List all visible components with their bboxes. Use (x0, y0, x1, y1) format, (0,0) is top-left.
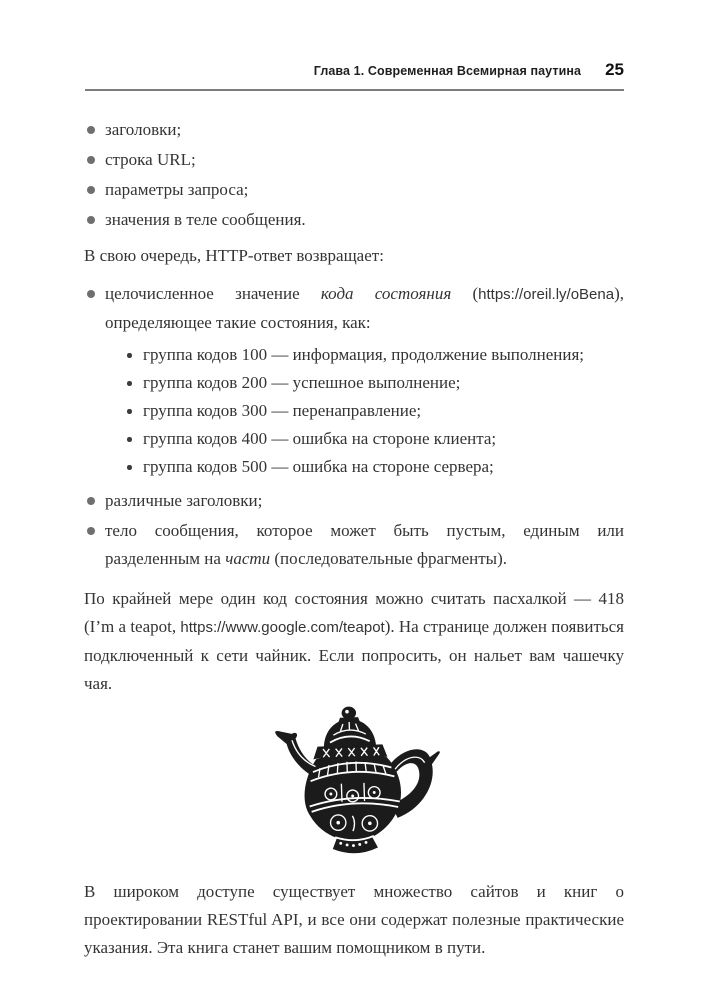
bullet-icon (87, 126, 95, 134)
bullet-icon (87, 497, 95, 505)
sub-list-item-text: группа кодов 200 — успешное выполнение; (143, 373, 461, 392)
sub-bullet-icon (127, 381, 132, 386)
list-item-text: значения в теле сообщения. (105, 210, 306, 229)
response-parts-list (84, 280, 624, 573)
sub-list-item (105, 341, 624, 369)
sub-list-item-text: группа кодов 100 — информация, продолжение выполнения; (143, 345, 584, 364)
paren: ( (451, 284, 479, 303)
list-item-text: строка URL; (105, 150, 196, 169)
headers-item (84, 487, 624, 515)
inline-url: https://oreil.ly/oBena (478, 286, 615, 303)
emphasis-text: части (225, 549, 271, 568)
status-item-suffix: ), определяющее такие состояния, как: (105, 284, 624, 332)
sub-bullet-icon (127, 353, 132, 358)
sub-list-item (105, 453, 624, 481)
teapot-para-suffix: ). На странице должен появиться подключенный к сети чайник. Если попросить, он нальет вам чашечку чая. (84, 617, 625, 693)
chapter-title: Глава 1. Современная Всемирная паутина (313, 64, 582, 78)
sub-bullet-icon (127, 437, 132, 442)
sub-bullet-icon (127, 465, 132, 470)
list-item (84, 206, 624, 234)
sub-list-item-text: группа кодов 400 — ошибка на стороне клиента; (143, 429, 497, 448)
list-item-text: различные заголовки; (105, 491, 263, 510)
bullet-icon (87, 156, 95, 164)
status-code-item (84, 280, 624, 481)
list-item (84, 176, 624, 204)
page-content (84, 116, 624, 962)
sub-list-item-text: группа кодов 300 — перенаправление; (143, 401, 422, 420)
list-item (84, 116, 624, 144)
teapot-paragraph (84, 585, 624, 698)
status-code-sublist (105, 341, 624, 481)
intro-paragraph: В свою очередь, HTTP-ответ возвращает: (84, 246, 384, 265)
bullet-icon (87, 527, 95, 535)
bullet-icon (87, 216, 95, 224)
body-item-prefix: тело сообщения, которое может быть пустым, единым или разделенным на (105, 521, 624, 568)
sub-list-item (105, 369, 624, 397)
page-header (85, 60, 624, 91)
teapot-image (258, 702, 450, 860)
sub-list-item-text: группа кодов 500 — ошибка на стороне сервера; (143, 457, 494, 476)
sub-list-item (105, 425, 624, 453)
teapot-para-prefix: По крайней мере один код состояния можно считать пасхалкой — 418 (I’m a teapot, (84, 589, 624, 636)
body-item-suffix: (последовательные фрагменты). (270, 549, 507, 568)
sub-list-item (105, 397, 624, 425)
teapot-illustration (84, 702, 624, 860)
body-item (84, 517, 624, 573)
page-number: 25 (605, 60, 624, 79)
list-item (84, 146, 624, 174)
list-item-text: параметры запроса; (105, 180, 249, 199)
bullet-icon (87, 290, 95, 298)
bullet-icon (87, 186, 95, 194)
sub-bullet-icon (127, 409, 132, 414)
emphasis-text: кода состояния (320, 284, 452, 303)
status-item-prefix: целочисленное значение (105, 284, 321, 303)
inline-url: https://www.google.com/teapot (180, 619, 385, 636)
list-item-text: заголовки; (105, 120, 182, 139)
request-parts-list (84, 116, 624, 234)
closing-paragraph: В широком доступе существует множество сайтов и книг о проектировании RESTful API, и все они содержат полезные практические указания. Эта книга станет вашим помощником в пути. (84, 882, 624, 957)
